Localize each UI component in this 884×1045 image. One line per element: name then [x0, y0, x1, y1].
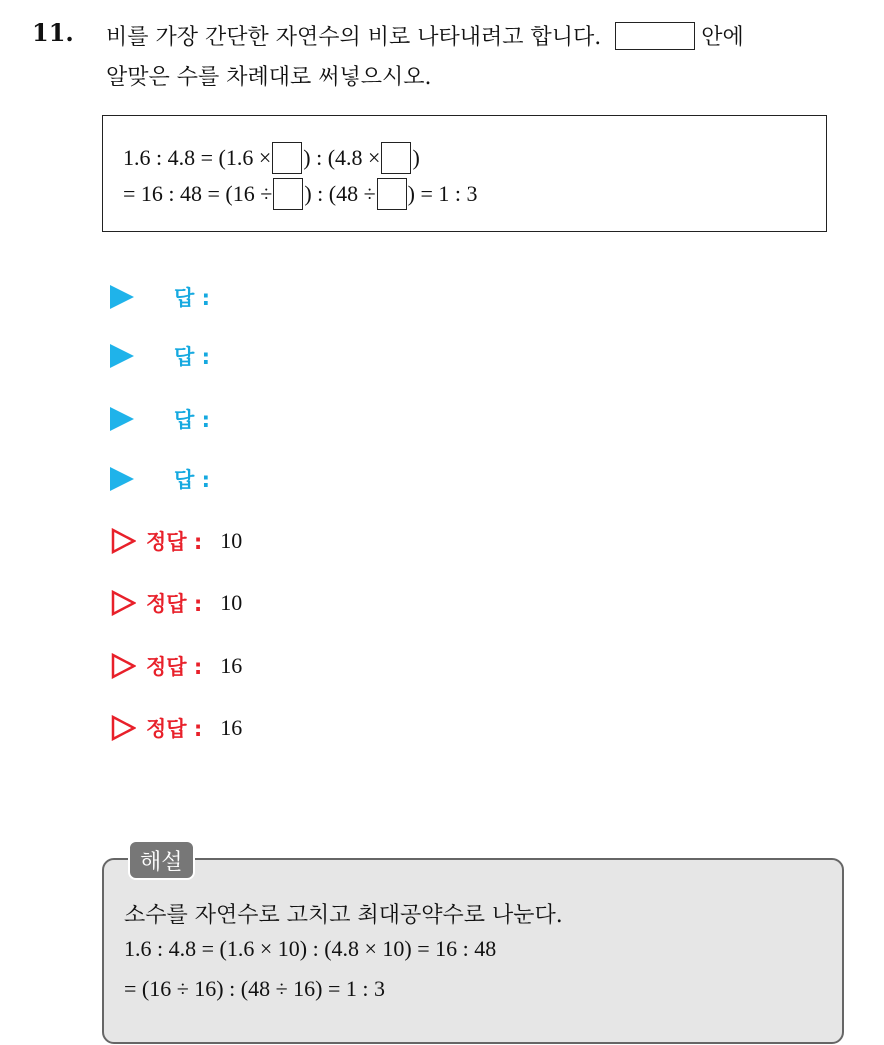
play-triangle-icon — [110, 285, 134, 309]
question-number: 11. — [32, 18, 74, 47]
answer-row-3[interactable] — [110, 404, 210, 434]
correct-value: 16 — [220, 715, 243, 740]
correct-label: 정답 : — [146, 592, 203, 616]
blank-4[interactable] — [377, 178, 407, 210]
outline-triangle-icon — [110, 653, 136, 679]
eq1-part-c: ) — [412, 145, 420, 170]
correct-answer-row-3 — [110, 650, 242, 682]
correct-label: 정답 : — [146, 530, 203, 554]
blank-box-example — [615, 22, 695, 50]
correct-answer-row-1 — [110, 525, 242, 557]
answer-row-2[interactable] — [110, 341, 210, 371]
outline-triangle-icon — [110, 590, 136, 616]
answer-label: 답 : — [174, 345, 210, 369]
question-text-line-1 — [106, 20, 744, 51]
blank-3[interactable] — [273, 178, 303, 210]
question-text-line-2: 알맞은 수를 차례대로 써넣으시오. — [106, 65, 432, 90]
correct-value: 16 — [220, 653, 243, 678]
equation-line-2 — [123, 178, 478, 210]
solution-line-1: 소수를 자연수로 고치고 최대공약수로 나눈다. — [124, 903, 563, 928]
solution-tag: 해설 — [128, 840, 195, 880]
answer-label: 답 : — [174, 286, 210, 310]
answer-label: 답 : — [174, 408, 210, 432]
correct-label: 정답 : — [146, 717, 203, 741]
question-text-after-box: 안에 — [701, 25, 744, 50]
question-text-before-box: 비를 가장 간단한 자연수의 비로 나타내려고 합니다. — [106, 25, 602, 50]
solution-line-2: 1.6 : 4.8 = (1.6 × 10) : (4.8 × 10) = 16 : 48 — [124, 936, 497, 961]
answer-row-1[interactable] — [110, 282, 210, 312]
eq2-part-a: = 16 : 48 = (16 ÷ — [123, 181, 273, 206]
eq2-part-b: ) : (48 ÷ — [304, 181, 376, 206]
eq2-part-c: ) = 1 : 3 — [407, 181, 478, 206]
correct-label: 정답 : — [146, 655, 203, 679]
play-triangle-icon — [110, 467, 134, 491]
blank-1[interactable] — [272, 142, 302, 174]
play-triangle-icon — [110, 344, 134, 368]
correct-answer-row-2 — [110, 587, 242, 619]
outline-triangle-icon — [110, 528, 136, 554]
play-triangle-icon — [110, 407, 134, 431]
correct-value: 10 — [220, 528, 243, 553]
equation-box — [102, 115, 827, 232]
equation-line-1 — [123, 142, 420, 174]
answer-label: 답 : — [174, 468, 210, 492]
outline-triangle-icon — [110, 715, 136, 741]
answer-row-4[interactable] — [110, 464, 210, 494]
solution-line-3: = (16 ÷ 16) : (48 ÷ 16) = 1 : 3 — [124, 976, 385, 1001]
eq1-part-a: 1.6 : 4.8 = (1.6 × — [123, 145, 272, 170]
correct-value: 10 — [220, 590, 243, 615]
blank-2[interactable] — [381, 142, 411, 174]
eq1-part-b: ) : (4.8 × — [303, 145, 381, 170]
correct-answer-row-4 — [110, 712, 242, 744]
